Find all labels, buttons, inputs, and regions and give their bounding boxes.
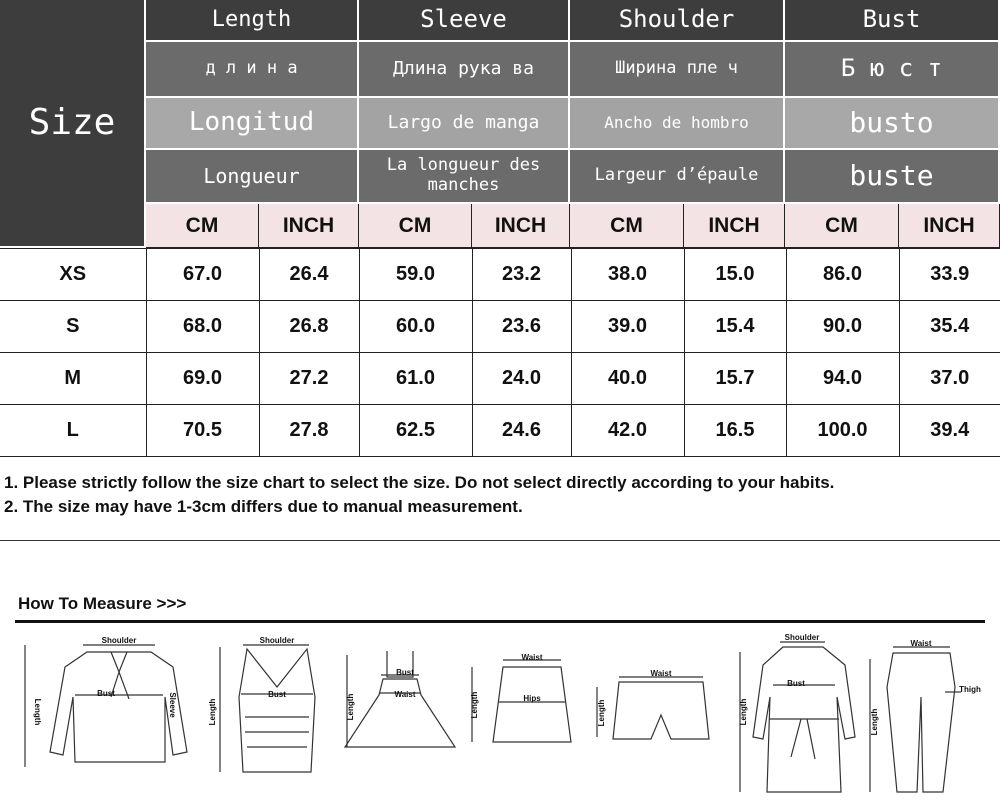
- how-to-measure-title: How To Measure >>>: [18, 594, 187, 613]
- pants-figure: [870, 639, 981, 792]
- waist-label-7: Waist: [910, 639, 932, 648]
- unit-header-6: CM: [785, 204, 899, 248]
- value-cell: 15.0: [684, 249, 786, 301]
- value-cell: 35.4: [899, 301, 1000, 353]
- size-cell: L: [0, 405, 146, 457]
- header-ru-2: Ширина пле ч: [570, 42, 785, 98]
- header-es-2: Ancho de hombro: [570, 98, 785, 150]
- unit-header-7: INCH: [899, 204, 1000, 248]
- shorts-figure: [597, 669, 709, 739]
- length-label-7: Length: [870, 708, 879, 736]
- header-fr-3: buste: [785, 150, 1000, 204]
- value-cell: 86.0: [786, 249, 899, 301]
- unit-header-3: INCH: [472, 204, 570, 248]
- unit-header-0: CM: [146, 204, 259, 248]
- value-cell: 90.0: [786, 301, 899, 353]
- note-1: 1. Please strictly follow the size chart to select the size. Do not select directly according to your habits.: [4, 473, 835, 492]
- waist-label-4: Waist: [521, 653, 543, 662]
- length-label-2: Length: [208, 698, 217, 726]
- value-cell: 42.0: [571, 405, 684, 457]
- sleeve-label-1: Sleeve: [168, 692, 177, 718]
- value-cell: 27.2: [259, 353, 359, 405]
- value-cell: 39.0: [571, 301, 684, 353]
- value-cell: 23.2: [472, 249, 571, 301]
- unit-header-1: INCH: [259, 204, 359, 248]
- length-label-6: Length: [739, 698, 748, 726]
- shoulder-label-1: Shoulder: [101, 636, 137, 645]
- value-cell: 100.0: [786, 405, 899, 457]
- shoulder-label-2: Shoulder: [259, 636, 295, 645]
- value-cell: 94.0: [786, 353, 899, 405]
- table-row: [0, 405, 1000, 457]
- vest-figure: [208, 636, 315, 772]
- size-table: [0, 248, 1000, 457]
- unit-header-2: CM: [359, 204, 472, 248]
- value-cell: 26.8: [259, 301, 359, 353]
- dress-figure: [345, 651, 455, 747]
- header-es-1: Largo de manga: [359, 98, 570, 150]
- bust-label-1: Bust: [97, 689, 115, 698]
- value-cell: 15.7: [684, 353, 786, 405]
- length-label-1: Length: [33, 698, 42, 726]
- length-label-5: Length: [597, 699, 606, 727]
- value-cell: 70.5: [146, 405, 259, 457]
- unit-header-5: INCH: [684, 204, 785, 248]
- value-cell: 24.0: [472, 353, 571, 405]
- header-en-3: Bust: [785, 0, 1000, 42]
- value-cell: 15.4: [684, 301, 786, 353]
- measure-figures: [15, 627, 990, 797]
- header-fr-2: Largeur d’épaule: [570, 150, 785, 204]
- bust-label-6: Bust: [787, 679, 805, 688]
- value-cell: 62.5: [359, 405, 472, 457]
- header-fr-1: La longueur des manches: [359, 150, 570, 204]
- value-cell: 59.0: [359, 249, 472, 301]
- value-cell: 26.4: [259, 249, 359, 301]
- value-cell: 27.8: [259, 405, 359, 457]
- table-row: [0, 301, 1000, 353]
- header-ru-3: Б ю с т: [785, 42, 1000, 98]
- value-cell: 68.0: [146, 301, 259, 353]
- header-en-0: Length: [146, 0, 359, 42]
- size-header: Size: [0, 0, 146, 248]
- blouse-figure: [25, 636, 187, 767]
- divider: [0, 540, 1000, 541]
- header-es-0: Longitud: [146, 98, 359, 150]
- waist-label-5: Waist: [650, 669, 672, 678]
- header-en-2: Shoulder: [570, 0, 785, 42]
- waist-label-3: Waist: [394, 690, 416, 699]
- value-cell: 69.0: [146, 353, 259, 405]
- value-cell: 60.0: [359, 301, 472, 353]
- bust-label-3: Bust: [396, 668, 414, 677]
- thigh-label-7: Thigh: [959, 685, 981, 694]
- shoulder-label-6: Shoulder: [784, 633, 820, 642]
- table-row: [0, 249, 1000, 301]
- size-cell: S: [0, 301, 146, 353]
- header-ru-1: Длина рука ва: [359, 42, 570, 98]
- header-en-1: Sleeve: [359, 0, 570, 42]
- value-cell: 24.6: [472, 405, 571, 457]
- size-cell: XS: [0, 249, 146, 301]
- value-cell: 40.0: [571, 353, 684, 405]
- note-2: 2. The size may have 1-3cm differs due to manual measurement.: [4, 497, 523, 516]
- skirt-figure: [470, 653, 571, 742]
- value-cell: 23.6: [472, 301, 571, 353]
- header-es-3: busto: [785, 98, 1000, 150]
- value-cell: 33.9: [899, 249, 1000, 301]
- value-cell: 16.5: [684, 405, 786, 457]
- hips-label-4: Hips: [523, 694, 541, 703]
- length-label-3: Length: [346, 693, 355, 721]
- value-cell: 67.0: [146, 249, 259, 301]
- title-underline: [15, 620, 985, 623]
- bust-label-2: Bust: [268, 690, 286, 699]
- header-ru-0: д л и н а: [146, 42, 359, 98]
- value-cell: 37.0: [899, 353, 1000, 405]
- unit-header-4: CM: [570, 204, 684, 248]
- size-cell: M: [0, 353, 146, 405]
- coat-figure: [739, 633, 855, 792]
- value-cell: 39.4: [899, 405, 1000, 457]
- length-label-4: Length: [470, 691, 479, 719]
- value-cell: 38.0: [571, 249, 684, 301]
- value-cell: 61.0: [359, 353, 472, 405]
- table-row: [0, 353, 1000, 405]
- header-fr-0: Longueur: [146, 150, 359, 204]
